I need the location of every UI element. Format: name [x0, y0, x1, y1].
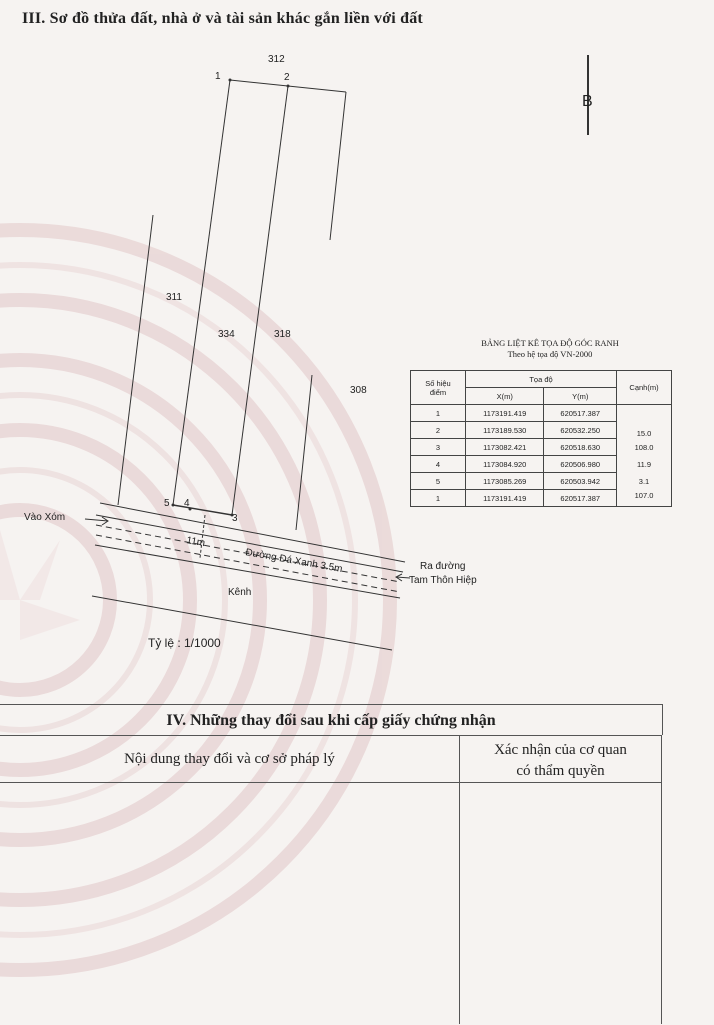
neighbor-308-line — [296, 375, 312, 530]
parcel-312-label: 312 — [268, 54, 285, 65]
table-row: 2 1173189.530 620532.250 — [411, 422, 672, 439]
table-row: 1 1173191.419 620517.387 107.0 — [411, 490, 672, 507]
section-3-title: III. Sơ đồ thửa đất, nhà ở và tài sản khác gắn liền với đất — [22, 10, 423, 27]
table-row: 4 1173084.920 620506.980 11.9 — [411, 456, 672, 473]
confirmation-content-area — [459, 782, 662, 1024]
section-4 — [0, 704, 662, 1024]
header-y: Y(m) — [544, 388, 617, 405]
north-label: B — [582, 93, 593, 110]
right-road-label-1: Ra đường — [420, 561, 466, 572]
width-label: 11m — [185, 535, 206, 550]
neighbor-312-line — [330, 92, 346, 240]
canal-label: Kênh — [228, 587, 252, 598]
parcel-318-label: 318 — [274, 329, 291, 340]
table-row: 1 1173191.419 620517.387 15.0 — [411, 405, 672, 422]
confirmation-column-header: Xác nhận của cơ quan có thẩm quyền — [459, 735, 662, 782]
point-1-label: 1 — [215, 71, 221, 82]
coord-table-subtitle: Theo hệ tọa độ VN-2000 — [507, 349, 593, 359]
edge-4-5: 3.1 — [617, 473, 672, 490]
point-2-label: 2 — [284, 72, 290, 83]
changes-column-header: Nội dung thay đổi và cơ sở pháp lý — [0, 735, 459, 783]
table-row: 3 1173082.421 620518.630 108.0 — [411, 439, 672, 456]
coord-table — [410, 370, 672, 507]
header-point: Số hiệu điểm — [411, 371, 466, 405]
edge-3-4: 11.9 — [617, 456, 672, 473]
scale-label: Tỷ lệ : 1/1000 — [148, 636, 221, 650]
coord-table-heading: BẢNG LIỆT KÊ TỌA ĐỘ GÓC RANH — [481, 338, 619, 348]
header-x: X(m) — [466, 388, 544, 405]
neighbor-311-line — [118, 215, 153, 505]
point-3-label: 3 — [232, 513, 238, 524]
point-5-label: 5 — [164, 498, 170, 509]
boundary-2-3 — [232, 86, 288, 515]
section-4-title: IV. Những thay đổi sau khi cấp giấy chứng nhận — [0, 704, 663, 735]
changes-content-area — [0, 782, 459, 1025]
parcel-334-label: 334 — [218, 329, 235, 340]
coord-table-title — [450, 338, 650, 360]
parcel-311-label: 311 — [166, 292, 182, 303]
road-label: Đường Đá Xanh 3.5m — [244, 547, 344, 576]
left-road-label: Vào Xóm — [24, 512, 66, 523]
header-coords: Tọa độ — [466, 371, 617, 388]
right-road-label-2: Tam Thôn Hiệp — [409, 575, 477, 586]
point-4-label: 4 — [184, 498, 190, 509]
edge-2-3: 108.0 — [617, 439, 672, 456]
edge-1-2: 15.0 — [617, 405, 672, 439]
parcel-308-label: 308 — [350, 385, 367, 396]
table-row: 5 1173085.269 620503.942 3.1 — [411, 473, 672, 490]
header-edge: Cạnh(m) — [617, 371, 672, 405]
edge-5-1: 107.0 — [617, 490, 672, 507]
